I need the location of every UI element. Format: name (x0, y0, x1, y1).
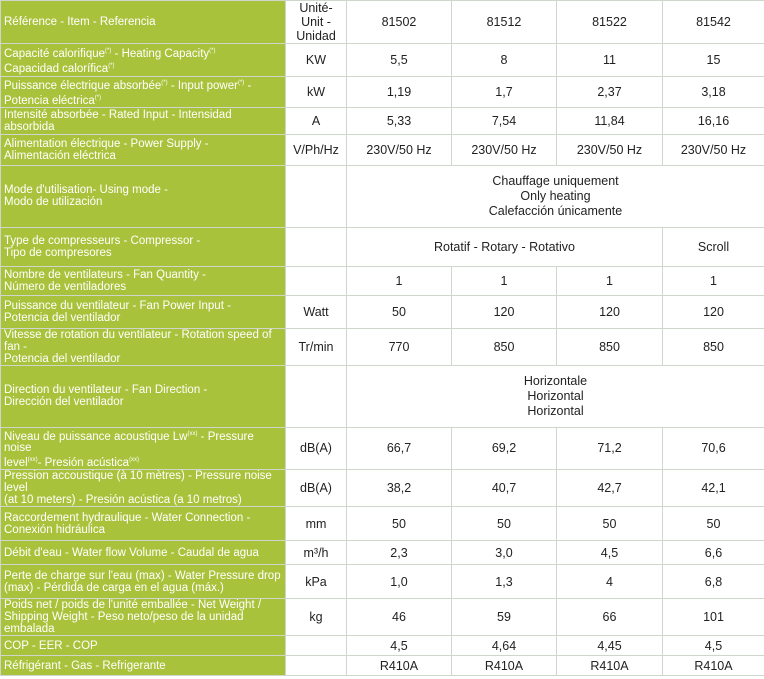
value-cell: 230V/50 Hz (452, 134, 557, 165)
value-cell: 38,2 (347, 470, 452, 507)
row-label: Nombre de ventilateurs - Fan Quantity - Número de ventiladores (1, 266, 286, 295)
row-label: Puissance du ventilateur - Fan Power Input - Potencia del ventilador (1, 295, 286, 328)
row-label: Niveau de puissance acoustique Lw$^{(xx)}$ - Pressure noise level$^{(xx)}$- Presión acústica$^{(xx)}$ (1, 427, 286, 470)
spec-row-sound-pressure (1, 470, 764, 507)
spec-row-power-supply (1, 134, 764, 165)
value-cell: 850 (663, 328, 764, 365)
value-cell: 230V/50 Hz (663, 134, 764, 165)
value-cell: 81542 (663, 1, 764, 44)
value-cell: 1 (557, 266, 663, 295)
value-cell: R410A (347, 656, 452, 676)
value-cell: 15 (663, 44, 764, 77)
value-cell: 120 (452, 295, 557, 328)
row-unit: m³/h (286, 541, 347, 565)
value-cell: 1,7 (452, 77, 557, 108)
value-cell: R410A (557, 656, 663, 676)
row-unit: V/Ph/Hz (286, 134, 347, 165)
value-cell: 8 (452, 44, 557, 77)
value-cell: 2,37 (557, 77, 663, 108)
row-label: Intensité absorbée - Rated Input - Intensidad absorbida (1, 107, 286, 134)
value-cell: 120 (663, 295, 764, 328)
spec-row-water-connection (1, 507, 764, 541)
value-cell: 4,45 (557, 636, 663, 656)
value-cell: 81522 (557, 1, 663, 44)
row-unit: kW (286, 77, 347, 108)
row-label: Débit d'eau - Water flow Volume - Caudal de agua (1, 541, 286, 565)
row-unit: kPa (286, 565, 347, 599)
row-label: Poids net / poids de l'unité emballée - Net Weight / Shipping Weight - Peso neto/peso de la unidad embalada (1, 599, 286, 636)
value-cell: 4,5 (347, 636, 452, 656)
value-cell: 50 (557, 507, 663, 541)
value-cell: 50 (347, 295, 452, 328)
value-cell: 59 (452, 599, 557, 636)
row-label: Vitesse de rotation du ventilateur - Rotation speed of fan - Potencia del ventilador (1, 328, 286, 365)
spec-row-cop (1, 636, 764, 656)
value-cell: 6,8 (663, 565, 764, 599)
value-cell: 50 (663, 507, 764, 541)
value-cell: 5,5 (347, 44, 452, 77)
value-cell: 50 (347, 507, 452, 541)
value-cell: 2,3 (347, 541, 452, 565)
spec-row-refrigerant (1, 656, 764, 676)
value-cell: 101 (663, 599, 764, 636)
value-cell: 50 (452, 507, 557, 541)
spec-row-using-mode (1, 165, 764, 227)
value-cell: 81502 (347, 1, 452, 44)
value-cell: 69,2 (452, 427, 557, 470)
spec-row-sound-power (1, 427, 764, 470)
value-cell: 850 (557, 328, 663, 365)
row-unit: dB(A) (286, 427, 347, 470)
value-cell: R410A (452, 656, 557, 676)
merged-value: Rotatif - Rotary - Rotativo (347, 227, 663, 266)
value-cell: 66,7 (347, 427, 452, 470)
row-label: Mode d'utilisation- Using mode - Modo de utilización (1, 165, 286, 227)
row-unit: Watt (286, 295, 347, 328)
value-cell: 1 (663, 266, 764, 295)
value-cell: 3,0 (452, 541, 557, 565)
value-cell: 850 (452, 328, 557, 365)
row-unit: Unité-Unit - Unidad (286, 1, 347, 44)
value-cell: 770 (347, 328, 452, 365)
row-label: Puissance électrique absorbée(*) - Input power(*) - Potencia eléctrica(*) (1, 77, 286, 108)
spec-row-heating-capacity (1, 44, 764, 77)
value-cell: 1 (347, 266, 452, 295)
value-cell: 11,84 (557, 107, 663, 134)
value-cell: 1,3 (452, 565, 557, 599)
value-cell: 6,6 (663, 541, 764, 565)
row-label: Capacité calorifique(*) - Heating Capacity(*) Capacidad calorífica(*) (1, 44, 286, 77)
value-cell: 16,16 (663, 107, 764, 134)
row-unit: dB(A) (286, 470, 347, 507)
value-cell: 71,2 (557, 427, 663, 470)
row-unit: kg (286, 599, 347, 636)
spec-row-reference (1, 1, 764, 44)
row-label: Pression accoustique (à 10 mètres) - Pressure noise level (at 10 meters) - Presión acústica (a 10 metros) (1, 470, 286, 507)
value-cell: 230V/50 Hz (557, 134, 663, 165)
row-unit: mm (286, 507, 347, 541)
value-cell: 4,5 (663, 636, 764, 656)
value-cell: 230V/50 Hz (347, 134, 452, 165)
spec-row-input-power (1, 77, 764, 108)
row-unit (286, 266, 347, 295)
value-cell: 4,5 (557, 541, 663, 565)
spec-row-water-flow (1, 541, 764, 565)
spec-row-fan-direction (1, 365, 764, 427)
value-cell: 4 (557, 565, 663, 599)
row-unit: A (286, 107, 347, 134)
spec-row-rated-input (1, 107, 764, 134)
value-cell: 4,64 (452, 636, 557, 656)
merged-value: Horizontale Horizontal Horizontal (347, 365, 764, 427)
row-unit: KW (286, 44, 347, 77)
value-cell: 1,0 (347, 565, 452, 599)
row-label: Référence - Item - Referencia (1, 1, 286, 44)
spec-row-fan-quantity (1, 266, 764, 295)
value-cell: Scroll (663, 227, 764, 266)
value-cell: 120 (557, 295, 663, 328)
value-cell: 42,1 (663, 470, 764, 507)
row-unit (286, 656, 347, 676)
spec-row-pressure-drop (1, 565, 764, 599)
row-unit (286, 365, 347, 427)
value-cell: 7,54 (452, 107, 557, 134)
spec-row-compressor (1, 227, 764, 266)
row-label: Type de compresseurs - Compressor - Tipo de compresores (1, 227, 286, 266)
spec-row-weight (1, 599, 764, 636)
row-label: Alimentation électrique - Power Supply - Alimentación eléctrica (1, 134, 286, 165)
spec-row-fan-power (1, 295, 764, 328)
value-cell: 81512 (452, 1, 557, 44)
value-cell: 5,33 (347, 107, 452, 134)
row-unit (286, 165, 347, 227)
row-label: COP - EER - COP (1, 636, 286, 656)
value-cell: 46 (347, 599, 452, 636)
value-cell: 1 (452, 266, 557, 295)
value-cell: 11 (557, 44, 663, 77)
value-cell: 42,7 (557, 470, 663, 507)
value-cell: 3,18 (663, 77, 764, 108)
row-label: Raccordement hydraulique - Water Connection - Conexión hidráulica (1, 507, 286, 541)
row-unit (286, 227, 347, 266)
value-cell: R410A (663, 656, 764, 676)
value-cell: 66 (557, 599, 663, 636)
value-cell: 1,19 (347, 77, 452, 108)
merged-value: Chauffage uniquement Only heating Calefacción únicamente (347, 165, 764, 227)
row-label: Direction du ventilateur - Fan Direction - Dirección del ventilador (1, 365, 286, 427)
value-cell: 40,7 (452, 470, 557, 507)
row-unit (286, 636, 347, 656)
row-label: Perte de charge sur l'eau (max) - Water Pressure drop (max) - Pérdida de carga en el agua (máx.) (1, 565, 286, 599)
row-unit: Tr/min (286, 328, 347, 365)
row-label: Réfrigérant - Gas - Refrigerante (1, 656, 286, 676)
value-cell: 70,6 (663, 427, 764, 470)
spec-row-fan-speed (1, 328, 764, 365)
